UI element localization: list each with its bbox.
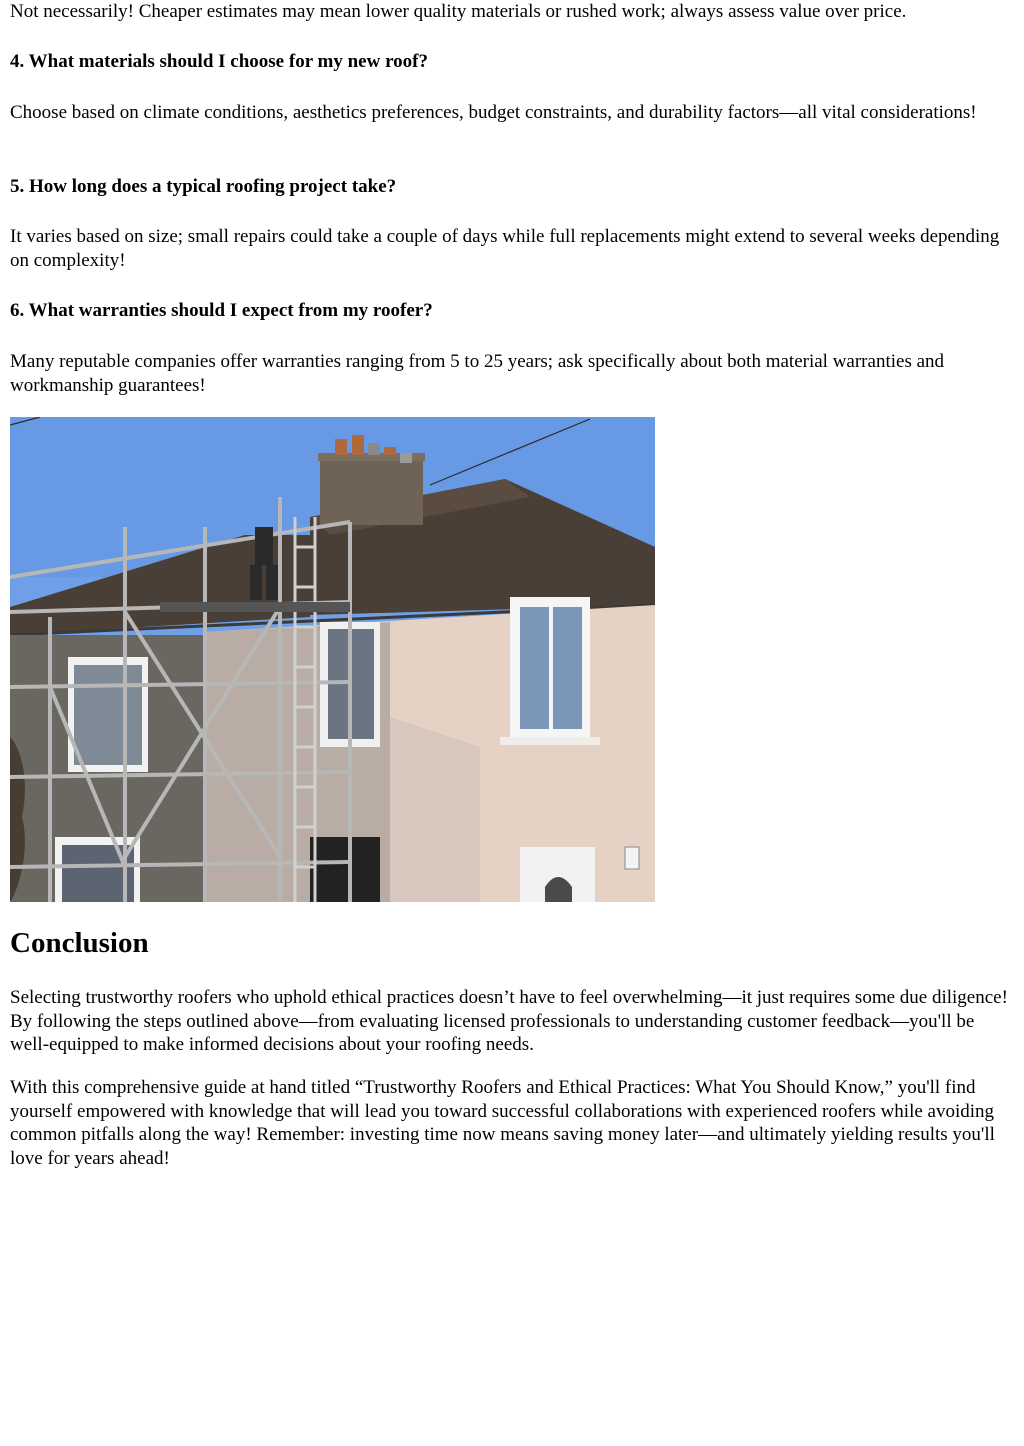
conclusion-paragraph-1: Selecting trustworthy roofers who uphold ethical practices doesn’t have to feel overwhelming—it just requires some due diligence! By following the steps outlined above—from evaluating licensed professionals to understanding customer feedback—you'll be well-equipped to make informed decisions about your roofing needs. <box>10 987 1008 1055</box>
faq-5-answer: It varies based on size; small repairs could take a couple of days while full replacements might extend to several weeks depending on complexity! <box>10 226 1000 271</box>
faq-5-question: 5. How long does a typical roofing project take? <box>10 176 397 197</box>
conclusion-heading: Conclusion <box>10 927 149 959</box>
faq-6-answer: Many reputable companies offer warranties ranging from 5 to 25 years; ask specifically about both material warranties and workmanship guarantees! <box>10 351 945 396</box>
conclusion-paragraph-2: With this comprehensive guide at hand titled “Trustworthy Roofers and Ethical Practices: What You Should Know,” you'll find yourself empowered with knowledge that will lead you toward successful collaborations with experienced roofers while avoiding common pitfalls along the way! Remember: investing time now means saving money later—and ultimately yielding results you'll love for years ahead! <box>10 1077 995 1169</box>
faq-4-question: 4. What materials should I choose for my new roof? <box>10 51 428 72</box>
faq-4-answer: Choose based on climate conditions, aesthetics preferences, budget constraints, and durability factors—all vital considerations! <box>10 102 977 123</box>
roof-scaffolding-photo <box>10 417 655 902</box>
faq-3-answer: Not necessarily! Cheaper estimates may mean lower quality materials or rushed work; always assess value over price. <box>10 1 907 22</box>
faq-6-question: 6. What warranties should I expect from my roofer? <box>10 300 433 321</box>
